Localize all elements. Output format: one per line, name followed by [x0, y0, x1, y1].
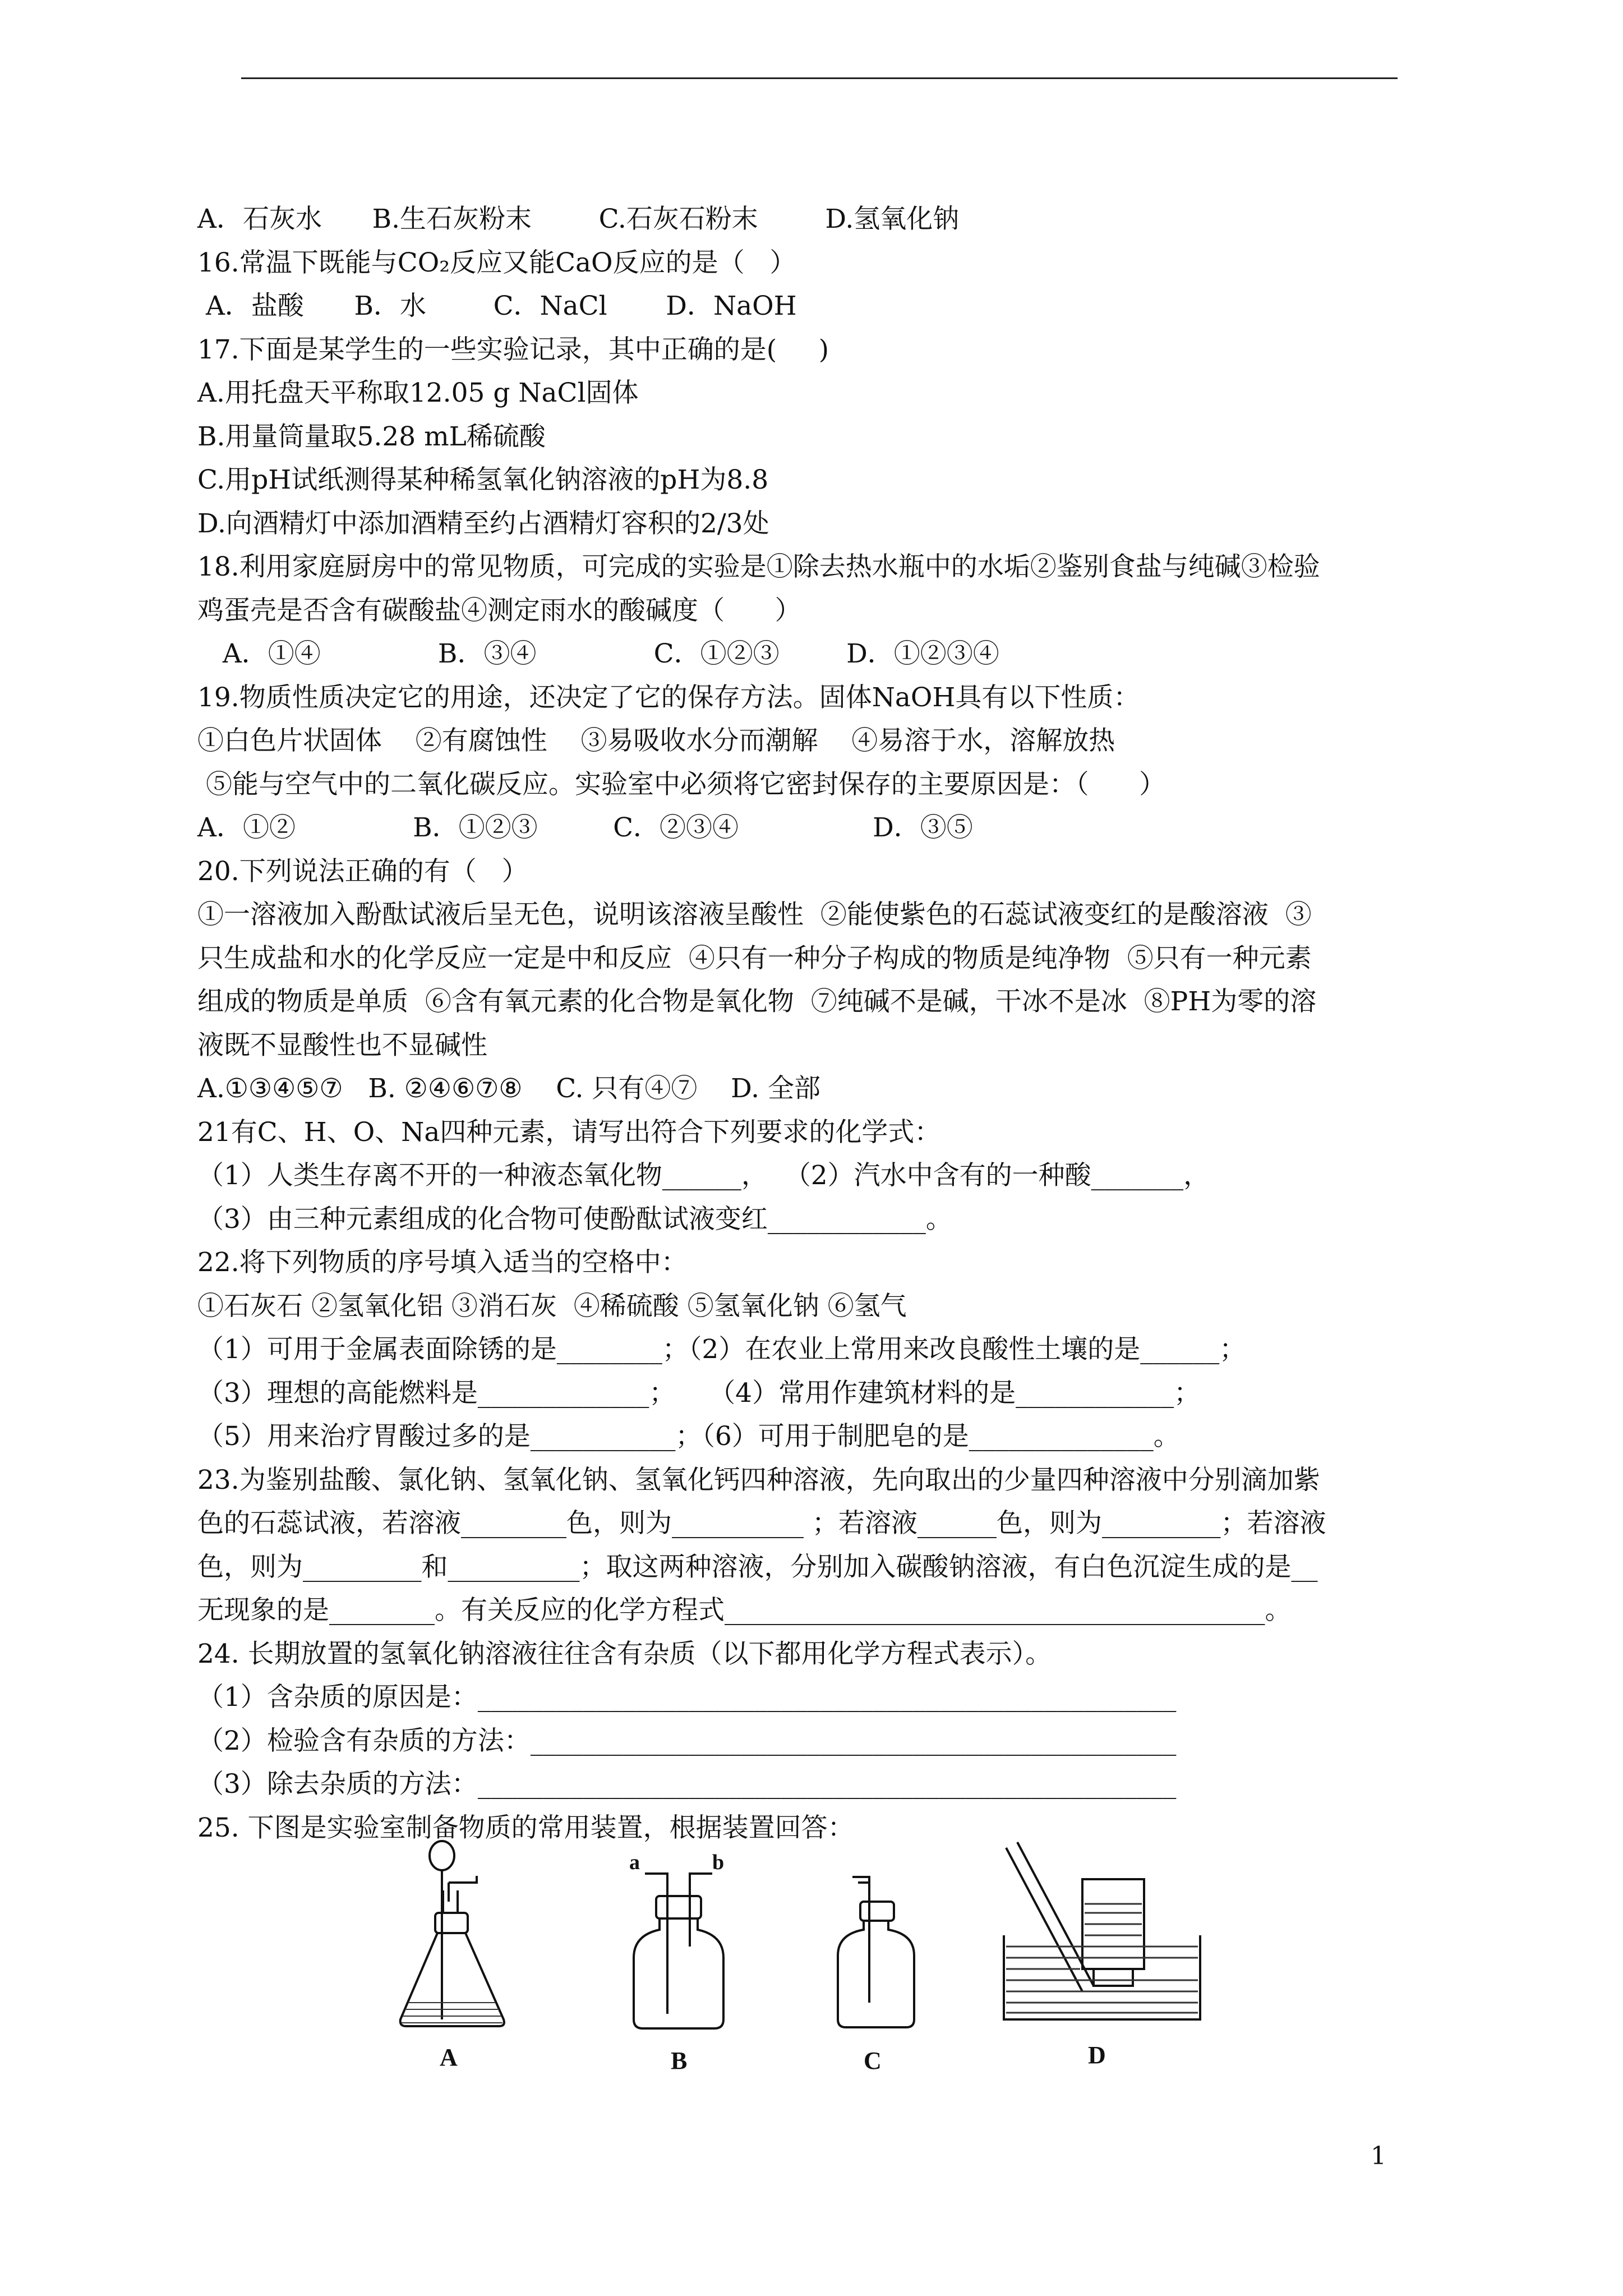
text-line: ⑤能与空气中的二氧化碳反应。实验室中必须将它密封保存的主要原因是：（ ） [197, 769, 1166, 800]
text-line: 23.为鉴别盐酸、氯化钠、氢氧化钠、氢氧化钙四种溶液，先向取出的少量四种溶液中分别滴加紫 [197, 1464, 1320, 1496]
text-line: 21有C、H、O、Na四种元素，请写出符合下列要求的化学式： [197, 1116, 941, 1148]
text-line: （3）理想的高能燃料是_____________； （4）常用作建筑材料的是____________； [197, 1377, 1201, 1409]
text-line: 22.将下列物质的序号填入适当的空格中： [197, 1247, 688, 1278]
text-line: 24. 长期放置的氢氧化钠溶液往往含有杂质（以下都用化学方程式表示）。 [197, 1638, 1052, 1669]
page-number: 1 [1371, 2142, 1386, 2170]
text-line: 无现象的是________。有关反应的化学方程式_________________________________________。 [197, 1595, 1292, 1626]
apparatus-figures [393, 1834, 1267, 2074]
text-line: （1）含杂质的原因是：_____________________________________________________ [197, 1682, 1177, 1713]
question-text [197, 197, 1448, 1849]
figure-label-c: C [864, 2047, 882, 2074]
text-line: 色，则为_________和__________；取这两种溶液，分别加入碳酸钠溶液，有白色沉淀生成的是__ [197, 1551, 1318, 1582]
text-line: D.向酒精灯中添加酒精至约占酒精灯容积的2/3处 [197, 508, 769, 539]
text-line: 19.物质性质决定它的用途，还决定了它的保存方法。固体NaOH具有以下性质： [197, 682, 1140, 713]
port-b-label: b [712, 1851, 725, 1874]
text-line: A．①② B．①②③ C．②③④ D．③⑤ [197, 812, 973, 843]
text-line: 只生成盐和水的化学反应一定是中和反应 ④只有一种分子构成的物质是纯净物 ⑤只有一种元素 [197, 942, 1312, 974]
text-line: 鸡蛋壳是否含有碳酸盐④测定雨水的酸碱度（ ） [197, 595, 801, 626]
text-line: 色的石蕊试液，若溶液________色，则为__________ ；若溶液______色，则为_________；若溶液 [197, 1508, 1326, 1539]
text-line: A.①③④⑤⑦ B. ②④⑥⑦⑧ C. 只有④⑦ D. 全部 [197, 1073, 821, 1104]
apparatus-a-flask [393, 1834, 527, 2070]
figure-label-a: A [440, 2044, 458, 2071]
text-line: （3）由三种元素组成的化合物可使酚酞试液变红____________。 [197, 1203, 952, 1235]
text-line: ①一溶液加入酚酞试液后呈无色，说明该溶液呈酸性 ②能使紫色的石蕊试液变红的是酸溶液 ③ [197, 899, 1312, 930]
text-line: 25. 下图是实验室制备物质的常用装置，根据装置回答： [197, 1812, 854, 1843]
text-line: （1）人类生存离不开的一种液态氧化物______， （2）汽水中含有的一种酸_______， [197, 1160, 1210, 1191]
water-trough-icon [998, 1834, 1211, 2036]
text-line: （1）可用于金属表面除锈的是________；（2）在农业上常用来改良酸性土壤的是______； [197, 1334, 1246, 1365]
apparatus-d-trough [998, 1834, 1211, 2070]
text-line: A．①④ B．③④ C．①②③ D．①②③④ [197, 638, 999, 669]
text-line: 液既不显酸性也不显碱性 [197, 1029, 487, 1061]
apparatus-c-bottle [819, 1834, 931, 2074]
text-line: A．石灰水 B.生石灰粉末 C.石灰石粉末 D.氢氧化钠 [197, 204, 960, 234]
flask-icon [393, 1834, 527, 2036]
text-line: 17.下面是某学生的一些实验记录，其中正确的是( ) [197, 334, 829, 365]
collecting-bottle-icon [819, 1834, 931, 2036]
text-line: （5）用来治疗胃酸过多的是___________；（6）可用于制肥皂的是______________。 [197, 1421, 1180, 1452]
text-line: B.用量筒量取5.28 mL稀硫酸 [197, 421, 546, 452]
apparatus-b-bottle [617, 1834, 740, 2074]
text-line: 20.下列说法正确的有（ ） [197, 855, 528, 887]
figure-label-d: D [1088, 2041, 1106, 2069]
text-line: 组成的物质是单质 ⑥含有氧元素的化合物是氧化物 ⑦纯碱不是碱，干冰不是冰 ⑧PH为零的溶 [197, 986, 1317, 1017]
figure-label-b: B [671, 2047, 688, 2074]
text-line: 18.利用家庭厨房中的常见物质，可完成的实验是①除去热水瓶中的水垢②鉴别食盐与纯碱③检验 [197, 551, 1320, 582]
header-rule [241, 77, 1398, 79]
text-line: A.用托盘天平称取12.05 g NaCl固体 [197, 378, 639, 408]
text-line: ①石灰石 ②氢氧化铝 ③消石灰 ④稀硫酸 ⑤氢氧化钠 ⑥氢气 [197, 1290, 907, 1322]
text-line: A．盐酸 B．水 C．NaCl D．NaOH [197, 291, 797, 321]
text-line: （2）检验含有杂质的方法：_________________________________________________ [197, 1725, 1177, 1756]
port-a-label: a [629, 1851, 640, 1874]
text-line: ①白色片状固体 ②有腐蚀性 ③易吸收水分而潮解 ④易溶于水，溶解放热 [197, 725, 1115, 756]
text-line: 16.常温下既能与CO₂反应又能CaO反应的是（ ） [197, 247, 796, 278]
text-line: （3）除去杂质的方法：_____________________________________________________ [197, 1769, 1177, 1800]
text-line: C.用pH试纸测得某种稀氢氧化钠溶液的pH为8.8 [197, 464, 769, 495]
